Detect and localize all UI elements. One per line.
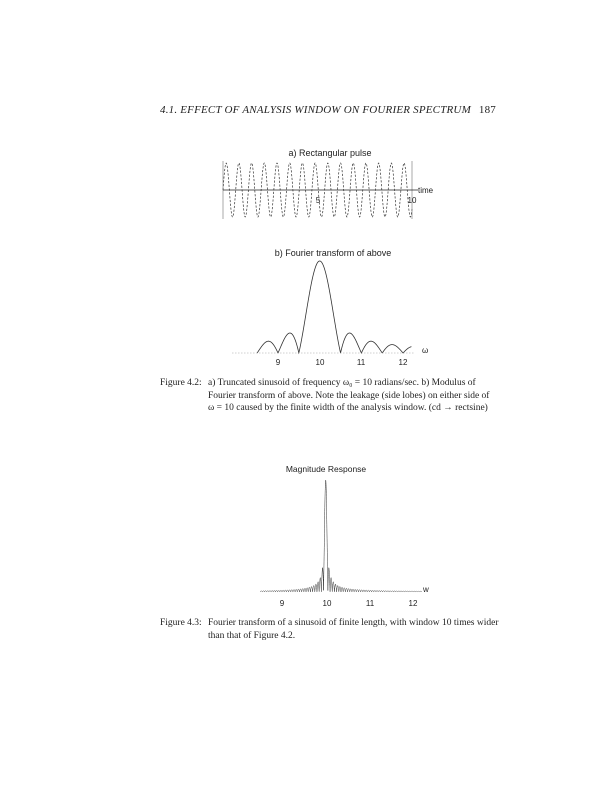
figure-4-2-caption-line: Fourier transform of above. Note the leakage (side lobes) on either side of	[208, 390, 490, 401]
fig-4-2b-tick-12: 12	[398, 358, 408, 367]
figure-4-3-caption-label: Figure 4.3:	[160, 618, 202, 628]
fig-4-2a-tick-5: 5	[315, 196, 321, 205]
figure-4-3-caption-line: than that of Figure 4.2.	[208, 630, 296, 641]
fig-4-3-xlabel: w	[423, 585, 429, 594]
figure-4-3-magnitude-response	[215, 462, 445, 612]
running-head	[160, 104, 496, 116]
fig-4-3-tick-12: 12	[408, 599, 418, 608]
figure-4-3-caption	[160, 617, 500, 645]
fig-4-2b-modulus-curve	[257, 261, 411, 353]
figure-4-2-caption	[160, 377, 500, 417]
fig-4-2b-title: b) Fourier transform of above	[274, 248, 392, 258]
figure-4-2-caption-line: a) Truncated sinusoid of frequency ω₀ = 10 radians/sec. b) Modulus of	[208, 378, 476, 388]
fig-4-3-tick-11: 11	[365, 599, 375, 608]
fig-4-2b-tick-9: 9	[275, 358, 281, 367]
figure-4-2-caption-label: Figure 4.2:	[160, 378, 202, 388]
fig-4-2a-tick-10: 10	[407, 196, 417, 205]
fig-4-2b-tick-11: 11	[356, 358, 366, 367]
fig-4-3-magnitude-curve	[260, 480, 422, 592]
fig-4-3-tick-10: 10	[322, 599, 332, 608]
fig-4-2a-xlabel: time	[418, 186, 434, 195]
fig-4-2b-xlabel: ω	[422, 346, 429, 355]
figure-4-3-caption-line: Fourier transform of a sinusoid of finite length, with window 10 times wider	[208, 618, 499, 628]
page-number: 187	[478, 104, 496, 116]
fig-4-3-tick-9: 9	[279, 599, 285, 608]
figure-4-2b-fourier-transform	[215, 245, 445, 370]
figure-4-2-caption-line: ω = 10 caused by the finite width of the analysis window. (cd → rectsine)	[208, 403, 488, 413]
fig-4-3-title: Magnitude Response	[285, 464, 367, 474]
fig-4-2a-title: a) Rectangular pulse	[288, 148, 372, 158]
fig-4-2b-tick-10: 10	[315, 358, 325, 367]
figure-4-2a-rectangular-pulse	[215, 145, 445, 220]
running-head-title: 4.1. EFFECT OF ANALYSIS WINDOW ON FOURIER SPECTRUM	[160, 104, 471, 116]
